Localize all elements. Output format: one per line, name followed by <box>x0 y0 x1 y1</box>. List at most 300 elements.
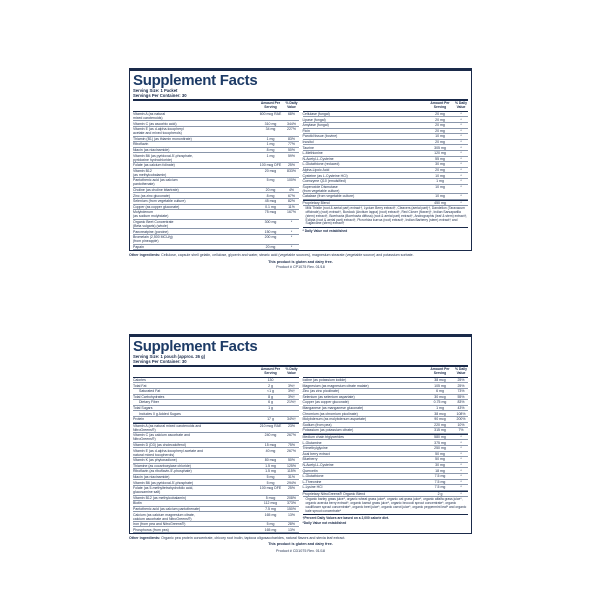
panel-2-servings-per-container: Servings Per Container: 30 <box>133 359 187 364</box>
panel-2-product-number: Product # CD1075 Rev. 01/18 <box>276 548 325 553</box>
amount-value: 375 mg <box>434 440 446 445</box>
amount-value: 8 mg <box>266 148 275 153</box>
daily-value <box>285 406 299 410</box>
nutrient-name: Thiamin (B1) (as thiamin mononitrate) <box>133 136 192 141</box>
nutrient-name: Ficin <box>302 128 310 133</box>
amount-value: 20 mg <box>435 123 445 128</box>
amount-value: 5 mg <box>266 480 275 485</box>
daily-value: 28% <box>287 522 295 527</box>
amount-value: 305 mg <box>434 145 446 150</box>
daily-value: 344% <box>287 121 296 126</box>
daily-value: 167% <box>287 210 296 215</box>
amount-value: 130 <box>267 378 274 383</box>
daily-value: 7% <box>458 428 464 433</box>
nutrient-name: L-Glutathione <box>302 474 324 479</box>
daily-value: 13% <box>287 527 295 532</box>
daily-value: 200% <box>456 417 466 422</box>
nutrient-name: Vitamin C (as calcium ascorbate and NitroGreens®) <box>133 433 190 442</box>
nutrient-name: Folate (as calcium folinate) <box>133 163 175 168</box>
panel-1-left-rows <box>133 112 299 250</box>
daily-value: * <box>290 244 293 249</box>
amount-value: 90 mcg <box>434 417 446 422</box>
amount-value: 20 mg <box>265 188 276 193</box>
amount-value: 105 mg <box>434 383 446 388</box>
amount-value: 55 mg <box>435 156 445 161</box>
amount-value: 240 mg <box>264 433 277 438</box>
panel-1-product-number: Product # CP1075 Rev. 01/18 <box>276 264 325 269</box>
amount-value: 50 mg <box>435 451 445 456</box>
daily-value: 125% <box>287 463 296 468</box>
amount-value: 200 mg <box>264 235 277 240</box>
amount-value: 20 mg <box>435 168 445 173</box>
daily-value: 4% <box>288 188 295 193</box>
other-ingredients-text: Organic pea protein concentrate, chicory root inulin, tapioca oligosaccharides, natural flavors and stevia leaf extract. <box>160 536 346 541</box>
facts-box-1 <box>129 68 472 251</box>
daily-value: 82% <box>287 199 295 204</box>
amount-value: 8 g <box>268 394 273 399</box>
daily-value: * <box>460 463 462 468</box>
daily-value: * <box>460 468 462 473</box>
amount-value: 580 mg <box>434 435 446 440</box>
nutrient-name: Riboflavin (as riboflavin-5'-phosphate) <box>133 469 192 474</box>
daily-value: 55% <box>457 394 465 399</box>
daily-value: * <box>460 485 462 490</box>
amount-value: 8 mg <box>266 193 275 198</box>
daily-value: * <box>460 117 462 122</box>
blend-amount: 450 mg <box>434 201 446 206</box>
daily-value: 83% <box>287 136 295 141</box>
nutrient-name: Vitamin C (as ascorbic acid) <box>133 121 177 126</box>
daily-value: 43% <box>457 406 465 411</box>
daily-value: * <box>460 145 462 150</box>
amount-value: 150 mg <box>264 229 277 234</box>
nutrient-name: Vitamin A (as natural mixed carotenoids) <box>133 112 166 121</box>
nutrient-name: Vitamin E (as d-alpha-tocopheryl acetate and mixed tocopherols) <box>133 127 184 136</box>
daily-value: 75% <box>287 443 295 448</box>
daily-value: * <box>460 112 462 117</box>
amount-value: 75 mcg <box>264 210 277 215</box>
panel-1-right-rows <box>303 112 469 200</box>
panel-2-other-ingredients <box>129 536 472 541</box>
daily-value: 3%† <box>287 383 295 388</box>
daily-value: 50% <box>287 148 295 153</box>
nutrient-name: Chromium (as chromium picolinate) <box>302 411 358 416</box>
daily-value: * <box>460 457 462 462</box>
daily-value: * <box>460 128 462 133</box>
amount-value: 1.5 mg <box>265 463 276 468</box>
amount-value: 6 g <box>268 400 273 405</box>
amount-value: 250 mg <box>434 446 446 451</box>
nutrient-name: Vitamin E (as d-alpha-tocopheryl acetate and natural mixed tocopherols) <box>133 448 203 457</box>
panel-2-left-column <box>133 367 299 533</box>
daily-value: 68% <box>287 112 295 117</box>
amount-value: 10 mg <box>435 184 445 189</box>
daily-value: * <box>460 168 462 173</box>
amount-value: 38 mcg <box>434 411 446 416</box>
amount-value: 30 mcg <box>434 394 446 399</box>
daily-value: 77% <box>287 142 295 147</box>
table-row <box>133 512 299 522</box>
nutrient-name: Choline (as choline bitartrate) <box>133 188 179 193</box>
panel-2-right-rows <box>303 378 469 491</box>
panel-2-blend-text: Organic barley grass juice*, organic wheat grass juice*, organic oat grass juice*, organic alfalfa grass juice*, organic acerola berry extract*, organic kamut grass juice*, organic broccoli sprout concentrate*, organic cauliflower sprout concentrate*, organic beet juice*, organic carrot juice*, organic peppermint leaf* and organic kale sprout concentrate* <box>303 497 469 515</box>
nutrient-name: Pantothenic acid (as calcium pantothenate) <box>133 506 201 511</box>
panel-2-right-header <box>303 367 469 378</box>
panel-1-other-ingredients <box>129 253 472 258</box>
nutrient-name: Trimethylglycine <box>302 446 328 451</box>
daily-value: * <box>460 134 462 139</box>
nutrient-name: Catalase (from vegetable culture) <box>302 194 355 199</box>
panel-2-right-column <box>303 367 469 526</box>
daily-value: * <box>460 435 462 440</box>
panel-2-columns <box>133 367 468 533</box>
daily-value: 31% <box>287 475 295 480</box>
amount-value: 2 g <box>268 383 273 388</box>
table-row <box>133 153 299 163</box>
daily-value: * <box>290 220 293 225</box>
nutrient-name: Vitamin A (as natural mixed carotenoids and NitroGreens®) <box>133 423 202 432</box>
daily-value: 23% <box>287 423 295 428</box>
nutrient-name: Calcium (as calcium magnesium citrate, calcium ascorbate and NitroGreens®) <box>133 512 195 521</box>
table-row <box>133 235 299 245</box>
nutrient-name: Saturated Fat <box>139 389 161 394</box>
table-row <box>133 178 299 188</box>
daily-value: 294% <box>287 480 296 485</box>
daily-value: * <box>460 440 462 445</box>
daily-value: * <box>290 229 293 234</box>
nutrient-name: Bromelain (2,500 MCU/g) (from pineapple) <box>133 235 173 244</box>
panel-2-footnote-2: *Daily Value not established <box>302 521 347 526</box>
amount-value: 310 mg <box>264 121 277 126</box>
daily-value: * <box>460 446 462 451</box>
amount-value: <1 g <box>267 389 274 394</box>
panel-2-title: Supplement Facts <box>133 338 258 355</box>
nutrient-name: Includes 0 g Added Sugars <box>139 411 181 416</box>
table-row <box>133 127 299 137</box>
nutrient-name: Amylase (fungal) <box>302 123 329 128</box>
amount-value: 112 mcg <box>263 501 278 506</box>
daily-value: 833% <box>287 168 296 173</box>
amount-value: 220 mg <box>434 422 446 427</box>
nutrient-name: Folate (as 5-methyltetrahydrofolic acid, glucosamine salt) <box>133 486 194 495</box>
amount-value: 20 mg <box>435 128 445 133</box>
amount-value: 0.75 mg <box>433 400 447 405</box>
nutrient-name: Thiamine (as cocarboxylase chloride) <box>133 463 191 468</box>
daily-value: 373% <box>287 501 296 506</box>
nutrient-name: N-Acetyl-L-Cysteine <box>302 156 334 161</box>
nutrient-name: Cellulase (fungal) <box>302 112 330 117</box>
table-row <box>133 169 299 179</box>
nutrient-name: Medium chain triglycerides <box>302 435 344 440</box>
nutrient-name: Total Fat <box>133 383 147 388</box>
daily-value: 83% <box>457 400 465 405</box>
amount-value: 20 mg <box>435 117 445 122</box>
nutrient-name: Pantothenic acid (as calcium pantothenate) <box>133 178 178 187</box>
panel-2-left-header <box>133 367 299 378</box>
amount-value: 10 mg <box>435 194 445 199</box>
daily-value: * <box>460 474 462 479</box>
nutrient-name: Iron (from pea and NitroGreens®) <box>133 522 186 527</box>
daily-value: 10% <box>457 422 465 427</box>
nutrient-name: Selenium (from vegetable culture) <box>133 199 186 204</box>
amount-value: 165 mg <box>264 512 277 517</box>
daily-value: * <box>460 151 462 156</box>
daily-value: 208% <box>287 495 296 500</box>
panel-1-title: Supplement Facts <box>133 72 258 89</box>
amount-value: 1 mg <box>266 153 275 158</box>
panel-1-right-column <box>303 101 469 234</box>
amount-value: 1 mg <box>266 136 275 141</box>
table-row <box>133 433 299 443</box>
panel-1-servings-per-container: Servings Per Container: 30 <box>133 93 187 98</box>
daily-value: 267% <box>287 433 296 438</box>
nutrient-name: Molybdenum (as molybdenum aspartate) <box>302 417 367 422</box>
daily-value: * <box>460 479 462 484</box>
nutrient-name: Organic Beet Concentrate (Beta vulgaris) (whole) <box>133 220 174 229</box>
amount-value: 18 mg <box>435 468 445 473</box>
panel-1-right-header <box>303 101 469 112</box>
daily-value: 25% <box>457 378 465 383</box>
amount-header: Amount Per Serving <box>260 101 281 109</box>
daily-value: 3%† <box>287 394 295 399</box>
nutrient-name: Blueberry <box>302 457 318 462</box>
amount-value: 80 mcg <box>264 458 277 463</box>
nutrient-name: Acai berry extract <box>302 451 330 456</box>
amount-value: 315 mg <box>434 428 446 433</box>
amount-value: 1 mg <box>436 406 444 411</box>
amount-value: 45 mcg <box>264 199 277 204</box>
nutrient-name: Zinc (as zinc picolinate) <box>302 389 340 394</box>
amount-value: 7.5 mg <box>265 506 276 511</box>
nutrient-name: Niacin (as niacinamide) <box>133 148 170 153</box>
other-ingredients-text: Cellulose, capsule shell gelatin, cellulose, glycerin and water, stearic acid (vegetable sources), magnesium stearate (vegetable source) and potassium sorbate. <box>160 253 414 258</box>
nutrient-name: L-Lysine HCl <box>302 485 323 490</box>
nutrient-name: Sodium (from pea) <box>302 422 332 427</box>
nutrient-name: Calories <box>133 378 146 383</box>
daily-value: 150% <box>287 506 296 511</box>
amount-header: Amount Per Serving <box>260 367 281 375</box>
amount-value: 10 mg <box>435 134 445 139</box>
nutrient-name: N-Acetyl-L-Cysteine <box>302 463 334 468</box>
daily-value: 25% <box>457 383 465 388</box>
daily-value: * <box>460 451 462 456</box>
dv-header: % Daily Value <box>285 101 298 109</box>
nutrient-name: Parotid tissue (bovine) <box>302 134 338 139</box>
table-row <box>133 527 299 533</box>
table-row <box>133 112 299 122</box>
nutrient-name: Niacin (as niacinamide) <box>133 475 170 480</box>
nutrient-name: Selenium (as selenium aspartate) <box>302 394 355 399</box>
panel-1-footnote: * Daily Value not established <box>302 229 348 234</box>
table-row <box>133 220 299 230</box>
amount-value: 20 mg <box>265 244 276 249</box>
table-row <box>133 423 299 434</box>
amount-value: 7.5 mg <box>434 474 446 479</box>
table-row <box>303 185 469 195</box>
daily-value: 50% <box>287 458 295 463</box>
nutrient-name: Phosphorus (from pea) <box>133 527 169 532</box>
nutrient-name: Pancreatpine (porcine) <box>133 229 169 234</box>
nutrient-name: L-Threonine <box>302 479 322 484</box>
daily-value: * <box>460 123 462 128</box>
panel-2-left-rows <box>133 378 299 533</box>
amount-value: 165 mg <box>264 527 277 532</box>
amount-value: 30 mg <box>435 463 445 468</box>
panel-2-footnote-1: †Percent Daily Values are based on a 2,000 calorie diet. <box>302 516 389 521</box>
daily-value: * <box>460 162 462 167</box>
blend-amount: 2 g <box>437 491 443 496</box>
nutrient-name: Vitamin D (D3) (as cholecalciferol) <box>133 443 187 448</box>
supplement-facts-panel-2 <box>129 334 472 554</box>
amount-value: 100 mcg DFE <box>259 486 282 491</box>
blend-dv: * <box>460 201 462 206</box>
facts-box-2 <box>129 334 472 534</box>
nutrient-name: Vitamin B6 (as pyridoxal-5'-phosphate) <box>133 480 194 485</box>
dv-header: % Daily Value <box>454 367 468 375</box>
amount-value: 34 mg <box>265 127 276 132</box>
panel-1-columns <box>133 101 468 250</box>
amount-value: 15 mcg <box>264 443 277 448</box>
amount-value: 17 g <box>267 417 274 422</box>
daily-value <box>285 412 299 416</box>
dv-header: % Daily Value <box>454 101 468 109</box>
amount-value <box>257 412 285 416</box>
daily-value: 115% <box>287 469 296 474</box>
amount-value: 38 mcg <box>434 378 446 383</box>
amount-value: 1 g <box>268 406 273 411</box>
nutrient-name: Vitamin B12 (as methylcobalamin) <box>133 495 187 500</box>
nutrient-name: Magnesium (as magnesium citrate malate) <box>302 383 369 388</box>
amount-value: 210 mcg RAE <box>259 423 282 428</box>
table-row <box>133 210 299 220</box>
nutrient-name: Total Sugars <box>133 406 153 411</box>
amount-value: 40 mg <box>265 448 276 453</box>
daily-value: 73% <box>457 389 465 394</box>
panel-2-gluten-statement: This product is gluten and dairy free. <box>268 541 333 546</box>
other-ingredients-label: Other ingredients: <box>129 253 161 258</box>
nutrient-name: Potassium (as potassium citrate) <box>302 428 354 433</box>
daily-value: 227% <box>287 127 296 132</box>
nutrient-name: Vitamin K (as phytonadione) <box>133 458 177 463</box>
daily-value: * <box>460 194 462 199</box>
panel-1-gluten-statement: This product is gluten and dairy free. <box>268 259 333 264</box>
nutrient-name: Alpha-Lipoic Acid <box>302 168 330 173</box>
blend-name: Proprietary NitroGreens® Organic Blend <box>302 491 366 496</box>
nutrient-name: Vitamin B12 (as methylcobalamin) <box>133 168 167 177</box>
amount-header: Amount Per Serving <box>430 367 450 375</box>
amount-header: Amount Per Serving <box>430 101 450 109</box>
nutrient-name: Superoxide Dismutase (from vegetable culture) <box>302 184 340 193</box>
daily-value: 59% <box>287 153 295 158</box>
blend-dv: * <box>460 491 462 496</box>
daily-value: 267% <box>287 448 296 453</box>
table-row <box>133 448 299 458</box>
daily-value: * <box>460 140 462 145</box>
daily-value: 100% <box>287 178 296 183</box>
amount-value: 20 mg <box>435 112 445 117</box>
table-row <box>303 434 469 441</box>
nutrient-name: Papain <box>133 244 144 249</box>
panel-1-serving-size: Serving Size: 1 Packet <box>133 88 178 93</box>
daily-value: 67% <box>287 193 295 198</box>
daily-value: * <box>460 184 462 189</box>
amount-value: 5 mg <box>266 522 275 527</box>
amount-value: 30 mg <box>435 162 445 167</box>
nutrient-name: Manganese (as manganese gluconate) <box>302 406 364 411</box>
amount-value: 1 mg <box>266 142 275 147</box>
panel-2-serving-size: Serving Size: 1 pouch (approx. 26 g) <box>133 354 206 359</box>
panel-1-left-header <box>133 101 299 112</box>
nutrient-name: Riboflavin <box>133 142 149 147</box>
amount-value: 20 mg <box>435 140 445 145</box>
amount-value: 10 mg <box>435 173 445 178</box>
daily-value: * <box>460 156 462 161</box>
nutrient-name: Biotin <box>133 501 142 506</box>
nutrient-name: Lipase (fungal) <box>302 117 326 122</box>
amount-value: 600 mcg RAE <box>259 112 282 117</box>
amount-value: 5 mg <box>266 475 275 480</box>
nutrient-name: Dietary Fiber <box>139 400 160 405</box>
nutrient-name: Coenzyme Q10 (emulsified) <box>302 179 346 184</box>
nutrient-name: Zinc (as zinc gluconate) <box>133 193 170 198</box>
daily-value: 34%† <box>287 417 296 422</box>
daily-value: 25% <box>287 486 295 491</box>
amount-value: 50 mg <box>435 457 445 462</box>
daily-value: * <box>460 173 462 178</box>
nutrient-name: L-Glutamine <box>302 440 322 445</box>
daily-value: 21%† <box>287 400 296 405</box>
nutrient-name: Molybdenum (as sodium molybdate) <box>133 210 169 219</box>
nutrient-name: Iodine (as potassium iodide) <box>302 378 347 383</box>
daily-value <box>285 378 299 382</box>
nutrient-name: Vitamin B6 (as pyridoxal-5'-phosphate, pyridoxine hydrochloride) <box>133 153 193 162</box>
amount-value: 120 mg <box>434 151 446 156</box>
nutrient-name: L-Methionine <box>302 151 323 156</box>
daily-value: 108% <box>456 411 466 416</box>
daily-value: * <box>290 235 293 240</box>
daily-value: 3%† <box>287 389 295 394</box>
amount-value: 1.5 mg <box>265 469 276 474</box>
amount-value: 6 mg <box>436 389 444 394</box>
amount-value: 20 mcg <box>264 168 277 173</box>
other-ingredients-label: Other ingredients: <box>129 536 161 541</box>
panel-1-blend-text: Milk Thistle (root & aerial part) extract†, Lycium Berry extract†, Cleavers (aerial part)†, Dandelion (Taraxacum officinale) (root) extract†, Burdock (Arctium lappa) (root) extract†, Red Clover (flower)†, Indian Sarsaparilla (stem) extract†, Boerhavia (Boerhavia diffusa) (root & aerial part) extract†, Andrographis (leaf & stem) extract†, Eclipta (root & aerial part) extract†, Picrorhiza kurroa (root) extract†, Indian Barberry (stem) extract† and Sugarcane (stem) extract† <box>303 206 469 228</box>
amount-value: 7.5 mg <box>434 479 446 484</box>
amount-value: 300 mg <box>264 220 277 225</box>
table-row <box>133 245 299 251</box>
supplement-facts-panel-1 <box>129 68 472 270</box>
nutrient-name: Total Carbohydrates <box>133 394 165 399</box>
nutrient-name: Copper (as copper gluconate) <box>133 204 180 209</box>
nutrient-name: Copper (as copper gluconate) <box>302 400 349 405</box>
daily-value: * <box>460 179 462 184</box>
panel-1-left-column <box>133 101 299 250</box>
nutrient-name: L-Glutathione (reduced) <box>302 162 340 167</box>
nutrient-name: Cysteine (as L-Cysteine HCl) <box>302 173 348 178</box>
dv-header: % Daily Value <box>285 367 298 375</box>
nutrient-name: Quercetin <box>302 468 318 473</box>
nutrient-name: Protein <box>133 417 145 422</box>
amount-value: 1 mg <box>436 179 444 184</box>
amount-value: 0.1 mg <box>265 204 276 209</box>
daily-value: 25% <box>287 163 295 168</box>
amount-value: 5 mcg <box>265 495 276 500</box>
blend-name: Proprietary Blend <box>302 201 330 206</box>
daily-value: 11% <box>288 204 295 209</box>
amount-value: 100 mcg DFE <box>259 163 282 168</box>
amount-value: 7.5 mg <box>434 485 446 490</box>
amount-value: 5 mg <box>266 178 275 183</box>
